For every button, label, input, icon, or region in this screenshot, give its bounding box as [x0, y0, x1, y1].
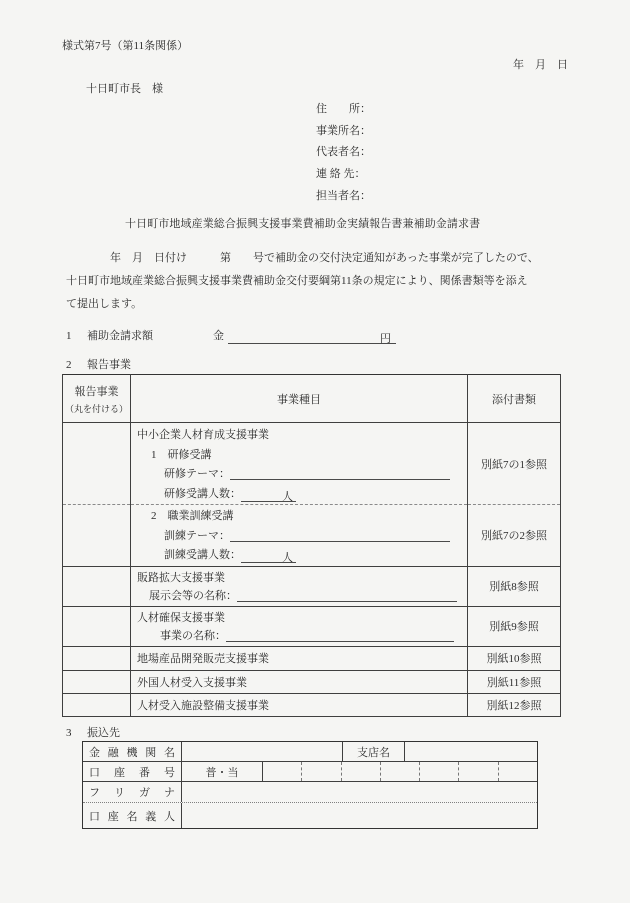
- institution-label-cell: [83, 742, 182, 761]
- account-number-label: 口 座 番 号: [89, 766, 175, 779]
- name-blank: [237, 588, 457, 602]
- transfer-section-heading: [66, 724, 120, 740]
- header-project-type: 事業種目: [131, 375, 468, 423]
- count-blank: 人: [241, 549, 296, 563]
- table-row: [63, 606, 561, 646]
- circle-cell: [63, 693, 131, 716]
- report-section-label: 報告事業: [87, 359, 131, 371]
- currency-prefix: 金: [213, 330, 224, 342]
- name-field: [131, 627, 467, 646]
- name-label: 展示会等の名称：: [149, 590, 237, 602]
- table-row: [63, 646, 561, 670]
- circle-cell: [63, 505, 131, 567]
- body-line: 年 月 日付け 第 号で補助金の交付決定通知があった事業が完了したので、: [110, 252, 539, 264]
- theme-field: [131, 527, 467, 547]
- header-report-project-line2: （丸を付ける）: [64, 403, 128, 414]
- form-number: 様式第7号（第11条関係）: [62, 40, 189, 52]
- date-line: 年 月 日: [513, 59, 568, 71]
- applicant-person-label: 担当者名：: [316, 189, 371, 202]
- project-title: 地場産品開発販売支援事業: [137, 653, 269, 665]
- project-cell: [131, 606, 468, 646]
- furigana-label: フ リ ガ ナ: [89, 787, 175, 799]
- section-number: 2: [66, 359, 72, 371]
- circle-cell: [63, 566, 131, 606]
- circle-cell: [63, 646, 131, 670]
- project-title: 中小企業人材育成支援事業: [137, 429, 269, 441]
- name-field: [131, 587, 467, 606]
- institution-value-cell: [182, 742, 343, 761]
- header-report-project: [63, 375, 131, 423]
- project-subitem: 1 研修受講: [151, 448, 212, 461]
- count-blank: 人: [241, 488, 296, 502]
- project-cell: [131, 646, 468, 670]
- account-digit-cell: [498, 762, 537, 781]
- section-number: 3: [66, 727, 72, 739]
- account-digit-cell: [341, 762, 380, 781]
- body-line: 十日町市地域産業総合振興支援事業費補助金交付要綱第11条の規定により、関係書類等を添え: [66, 275, 528, 288]
- attachment-cell: 別紙9参照: [468, 606, 561, 646]
- project-cell: [131, 566, 468, 606]
- applicant-address-label: 住 所：: [316, 103, 371, 115]
- account-digit-cell: [419, 762, 458, 781]
- header-attachments: 添付書類: [468, 375, 561, 423]
- count-field: [131, 546, 467, 566]
- account-number-label-cell: [83, 762, 182, 781]
- attachment-cell: 別紙7の1参照: [468, 423, 561, 505]
- project-cell: [131, 505, 468, 567]
- attachment-cell: 別紙8参照: [468, 566, 561, 606]
- account-type-cell: 普・当: [182, 762, 263, 781]
- attachment-cell: 別紙11参照: [468, 670, 561, 693]
- report-section-heading: [66, 356, 131, 372]
- applicant-representative-label: 代表者名：: [316, 146, 371, 159]
- theme-blank: [230, 466, 450, 480]
- body-line: て提出します。: [66, 298, 143, 311]
- project-title: 販路拡大支援事業: [137, 571, 225, 584]
- report-table: [62, 374, 561, 717]
- transfer-section-label: 振込先: [87, 727, 120, 739]
- bank-account-number-row: [83, 761, 537, 781]
- claim-amount-label: 補助金請求額: [87, 330, 153, 342]
- header-report-project-line1: 報告事業: [74, 385, 119, 398]
- project-cell: [131, 423, 468, 505]
- project-title: 人材確保支援事業: [137, 611, 225, 624]
- theme-blank: [230, 528, 450, 542]
- account-digit-cell: [301, 762, 340, 781]
- claim-amount-blank: 円: [228, 330, 396, 344]
- report-table-header-row: [63, 375, 561, 423]
- theme-label: 訓練テーマ：: [164, 529, 230, 542]
- project-title: 人材受入施設整備支援事業: [137, 699, 269, 712]
- applicant-contact-label: 連 絡 先：: [316, 168, 366, 181]
- bank-institution-row: [83, 742, 537, 761]
- table-row: [63, 670, 561, 693]
- count-label: 研修受講人数：: [164, 487, 241, 500]
- project-cell: [131, 670, 468, 693]
- attachment-cell: 別紙7の2参照: [468, 505, 561, 567]
- circle-cell: [63, 606, 131, 646]
- project-cell: [131, 693, 468, 716]
- project-subitem: 2 職業訓練受講: [151, 510, 234, 522]
- account-digit-cell: [380, 762, 419, 781]
- name-label: 事業の名称：: [160, 630, 226, 642]
- claim-amount-line: [66, 327, 396, 344]
- account-digit-cell: [263, 762, 301, 781]
- addressee: 十日町市長 様: [86, 83, 163, 95]
- theme-label: 研修テーマ：: [164, 468, 230, 480]
- holder-label: 口 座 名 義 人: [89, 810, 175, 823]
- account-digit-cell: [458, 762, 497, 781]
- circle-cell: [63, 670, 131, 693]
- applicant-block: [316, 99, 371, 208]
- account-digit-cells: [263, 762, 537, 781]
- circle-cell: [63, 423, 131, 505]
- section-number: 1: [66, 330, 72, 342]
- attachment-cell: 別紙10参照: [468, 646, 561, 670]
- holder-value-cell: [182, 803, 537, 828]
- table-row: [63, 423, 561, 505]
- institution-label: 金 融 機 関 名: [89, 746, 175, 759]
- bank-furigana-row: [83, 781, 537, 802]
- applicant-office-label: 事業所名：: [316, 124, 371, 137]
- project-title: 外国人材受入支援事業: [137, 676, 247, 689]
- theme-field: [131, 465, 467, 485]
- furigana-label-cell: [83, 782, 182, 802]
- body-paragraph: [66, 247, 569, 317]
- table-row: [63, 693, 561, 716]
- name-blank: [226, 628, 454, 642]
- document-title: 十日町市地域産業総合振興支援事業費補助金実績報告書兼補助金請求書: [125, 218, 481, 230]
- holder-label-cell: [83, 803, 182, 828]
- bank-holder-row: [83, 802, 537, 828]
- table-row: [63, 505, 561, 567]
- furigana-value-cell: [182, 782, 537, 802]
- attachment-cell: 別紙12参照: [468, 693, 561, 716]
- bank-table: [82, 741, 538, 829]
- branch-value-cell: [405, 742, 537, 761]
- table-row: [63, 566, 561, 606]
- count-label: 訓練受講人数：: [164, 549, 241, 561]
- branch-label-cell: 支店名: [343, 742, 405, 761]
- count-field: [131, 485, 467, 505]
